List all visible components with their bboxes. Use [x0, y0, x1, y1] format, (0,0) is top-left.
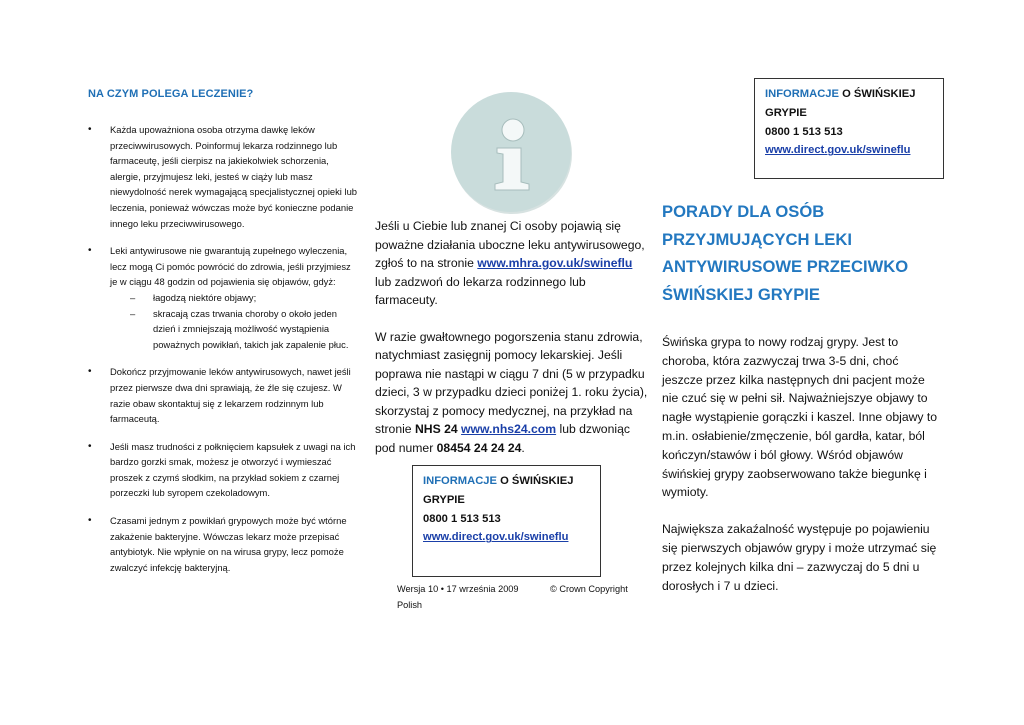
intro-paragraph: Świńska grypa to nowy rodzaj grypy. Jest to choroba, która zazwyczaj trwa 3-5 dni, choć jeszcze przez kilka następnych dni pacjent może nie czuć się w pełni sił. Najważniejszye objawy to nagłe wystąpienie gorączki i kaszel. Inne objawy to m.in. osłabienie/zmęczenie, ból gardła, katar, ból kończyn/stawów i ból głowy. Wśród objawów świńskiej grypy zaobserwowano także biegunkę i wymioty.: [662, 335, 938, 500]
info-box-keyword: INFORMACJE: [765, 88, 839, 100]
nhs24-link[interactable]: www.nhs24.com: [461, 422, 557, 436]
paragraph-text: Jeśli u Ciebie lub znanej Ci osoby pojawią się poważne działania uboczne leku antywirusowego, zgłoś to na stronie: [375, 219, 645, 270]
info-box-title-line2: GRYPIE: [423, 493, 465, 506]
treatment-heading: NA CZYM POLEGA LECZENIE?: [88, 88, 254, 100]
info-box-keyword: INFORMACJE: [423, 475, 497, 487]
list-item: • Czasami jednym z powikłań grypowych może być wtórne zakażenie bakteryjne. Wówczas lekarz może przepisać antybiotyk. Nie wpłynie on na wirusa grypy, lecz pomoże zwalczyć infekcję bakteryjną.: [88, 513, 360, 575]
paragraph-text: W razie gwałtownego pogorszenia stanu zdrowia, natychmiast zasięgnij pomocy lekarskiej. Jeśli poprawa nie nastąpi w ciągu 7 dni (5 w przypadku dzieci, 3 w przypadku dzieci poniżej 1. roku życia), skorzystaj z pomocy medycznej, na przykład na stronie: [375, 329, 648, 436]
info-box-right: [754, 78, 944, 179]
mhra-link[interactable]: www.mhra.gov.uk/swineflu: [477, 256, 633, 270]
urgent-care-paragraph: [375, 328, 650, 458]
middle-column: [375, 217, 650, 475]
sub-list-item: – łagodzą niektóre objawy;: [110, 290, 360, 306]
info-box-title: [765, 85, 933, 104]
direct-gov-link[interactable]: www.direct.gov.uk/swineflu: [423, 531, 569, 544]
list-item: • Każda upoważniona osoba otrzyma dawkę leków przeciwwirusowych. Poinformuj lekarza rodzinnego lub farmaceutę, jeśli cierpisz na jakiekolwiek schorzenia, alergie, przyjmujesz leki, jesteś w ciąży lub masz niewydolność nerek wymagającą specjalistycznej opieki lub leczenia, ponieważ wówczas może być konieczne podanie innego leku przeciwwirusowego.: [88, 122, 360, 231]
info-box-phone: 0800 1 513 513: [765, 125, 843, 138]
direct-gov-link[interactable]: www.direct.gov.uk/swineflu: [765, 144, 911, 157]
info-box-phone: 0800 1 513 513: [423, 512, 501, 525]
sub-list-item: – skracają czas trwania choroby o około jeden dzień i zmniejszają możliwość wystąpienia poważnych powikłań, takich jak zapalenie płuc.: [110, 306, 360, 353]
page-title: PORADY DLA OSÓB PRZYJMUJĄCYCH LEKI ANTYWIRUSOWE PRZECIWKO ŚWIŃSKIEJ GRYPIE: [662, 202, 909, 304]
right-column: [662, 198, 940, 613]
list-item: • Dokończ przyjmowanie leków antywirusowych, nawet jeśli przez pierwsze dwa dni sprawiają, że źle się czujesz. W razie obaw skontaktuj się z lekarzem rodzinnym lub farmaceutą.: [88, 364, 360, 426]
copyright-text: © Crown Copyright: [550, 584, 628, 594]
footer: [397, 582, 647, 613]
treatment-list: [88, 122, 360, 575]
contagion-paragraph: Największa zakaźalność występuje po pojawieniu się pierwszych objawów grypy i może utrzymać się przez kolejnych kilka dni – zazwyczaj do 5 dni u dorosłych i 7 u dzieci.: [662, 522, 937, 593]
list-item-text: Leki antywirusowe nie gwarantują zupełnego wyleczenia, lecz mogą Ci pomóc powrócić do zdrowia, jeśli przyjmiesz je w ciągu 48 godzin od pojawienia się objawów, gdyż:: [110, 245, 351, 288]
left-column: [88, 88, 360, 587]
info-box-title: [423, 472, 590, 491]
paragraph-text: .: [521, 440, 525, 455]
version-text: Wersja 10 • 17 września 2009: [397, 584, 519, 594]
info-box-title-line2: GRYPIE: [765, 106, 807, 119]
side-effects-paragraph: [375, 217, 650, 310]
nhs24-phone: 08454 24 24 24: [436, 440, 522, 455]
paragraph-text: lub zadzwoń do lekarza rodzinnego lub farmaceuty.: [375, 274, 586, 307]
list-item: [88, 243, 360, 352]
nhs24-label: NHS 24: [414, 422, 458, 436]
paragraph-text: lub dzwoniąc pod numer: [375, 422, 630, 455]
info-box-title-rest: O ŚWIŃSKIEJ: [838, 88, 916, 100]
info-box-title-rest: O ŚWIŃSKIEJ: [496, 475, 574, 487]
sub-list: [110, 290, 360, 352]
info-box-middle: [412, 465, 601, 577]
language-text: Polish: [397, 599, 423, 610]
info-icon: [449, 90, 575, 216]
list-item: • Jeśli masz trudności z połknięciem kapsułek z uwagi na ich bardzo gorzki smak, możesz je otworzyć i wymieszać proszek z czymś słodkim, na przykład sokiem z czarnej porzeczki lub syropem czekoladowym.: [88, 439, 360, 501]
